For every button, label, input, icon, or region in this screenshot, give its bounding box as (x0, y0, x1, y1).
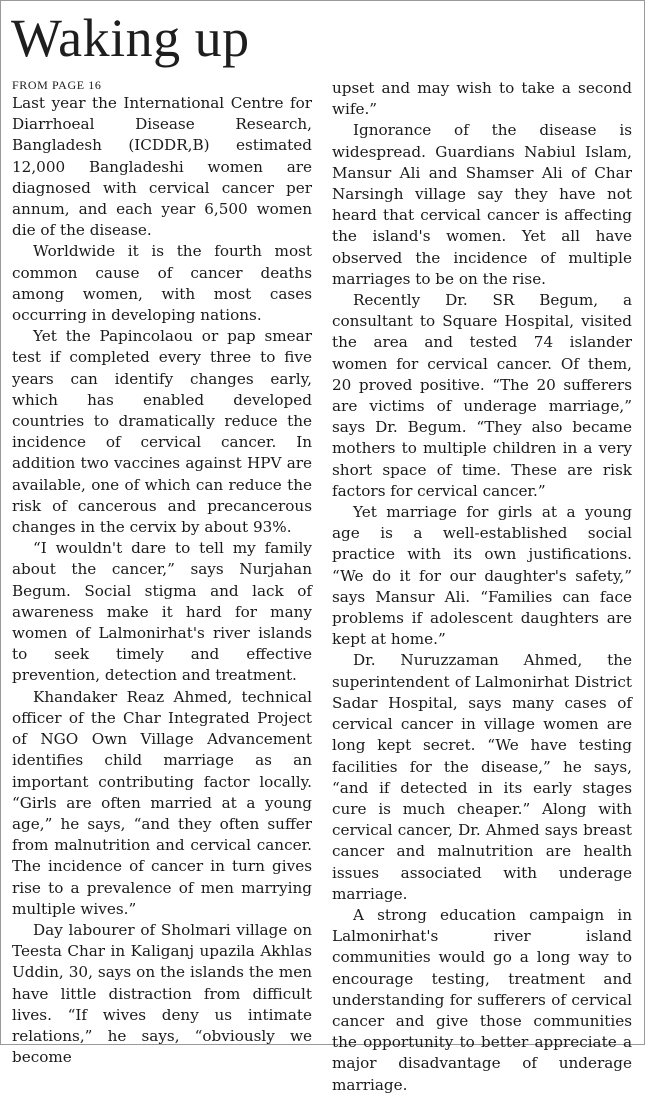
left-column (12, 77, 312, 1068)
paragraph: Khandaker Reaz Ahmed, technical officer of the Char Integrated Project of NGO Own Village Advancement identifies child marriage as an important contributing factor locally. “Girls are often married at a young age,” he says, “and they often suffer from malnutrition and cervical cancer. The incidence of cancer in turn gives rise to a prevalence of men marrying multiple wives.” (12, 687, 312, 918)
paragraph: Recently Dr. SR Begum, a consultant to Square Hospital, visited the area and tested 74 islander women for cervical cancer. Of them, 20 proved positive. “The 20 sufferers are victims of underage marriage,” says Dr. Begum. “They also became mothers to multiple children in a very short space of time. These are risk factors for cervical cancer.” (332, 291, 632, 500)
right-column (332, 78, 632, 1096)
jump-line: FROM PAGE 16 (12, 78, 102, 92)
paragraph: Ignorance of the disease is widespread. Guardians Nabiul Islam, Mansur Ali and Shamser Ali of Char Narsingh village say they have not heard that cervical cancer is affecting the island's women. Yet all have observed the incidence of multiple marriages to be on the rise. (332, 121, 632, 288)
paragraph: Yet marriage for girls at a young age is a well-established social practice with its own justifications. “We do it for our daughter's safety,” says Mansur Ali. “Families can face problems if adolescent daughters are kept at home.” (332, 503, 632, 649)
paragraph: upset and may wish to take a second wife.” (332, 79, 632, 119)
paragraph: “I wouldn't dare to tell my family about the cancer,” says Nurjahan Begum. Social stigma and lack of awareness make it hard for many women of Lalmonirhat's river islands to seek timely and effective prevention, detection and treatment. (12, 539, 312, 685)
paragraph: Worldwide it is the fourth most common cause of cancer deaths among women, with most cases occurring in developing nations. (12, 242, 312, 325)
paragraph: Dr. Nuruzzaman Ahmed, the superintendent of Lalmonirhat District Sadar Hospital, says many cases of cervical cancer in village women are long kept secret. “We have testing facilities for the disease,” he says, “and if detected in its early stages cure is much cheaper.” Along with cervical cancer, Dr. Ahmed says breast cancer and malnutrition are health issues associated with underage marriage. (332, 651, 632, 903)
paragraph: Yet the Papincolaou or pap smear test if completed every three to five years can identify changes early, which has enabled developed countries to dramatically reduce the incidence of cervical cancer. In addition two vaccines against HPV are available, one of which can reduce the risk of cancerous and precancerous changes in the cervix by about 93%. (12, 327, 312, 537)
paragraph: A strong education campaign in Lalmonirhat's river island communities would go a long way to encourage testing, treatment and understanding for sufferers of cervical cancer and give those communities the opportunity to better appreciate a major disadvantage of underage marriage. (332, 905, 632, 1094)
headline: Waking up (11, 8, 250, 68)
paragraph: Last year the International Centre for Diarrhoeal Disease Research, Bangladesh (ICDDR,B) estimated 12,000 Bangladeshi women are diagnosed with cervical cancer per annum, and each year 6,500 women die of the disease. (12, 94, 312, 240)
paragraph: Day labourer of Sholmari village on Teesta Char in Kaliganj upazila Akhlas Uddin, 30, says on the islands the men have little distraction from difficult lives. “If wives deny us intimate relations,” he says, “obviously we become (12, 920, 312, 1067)
